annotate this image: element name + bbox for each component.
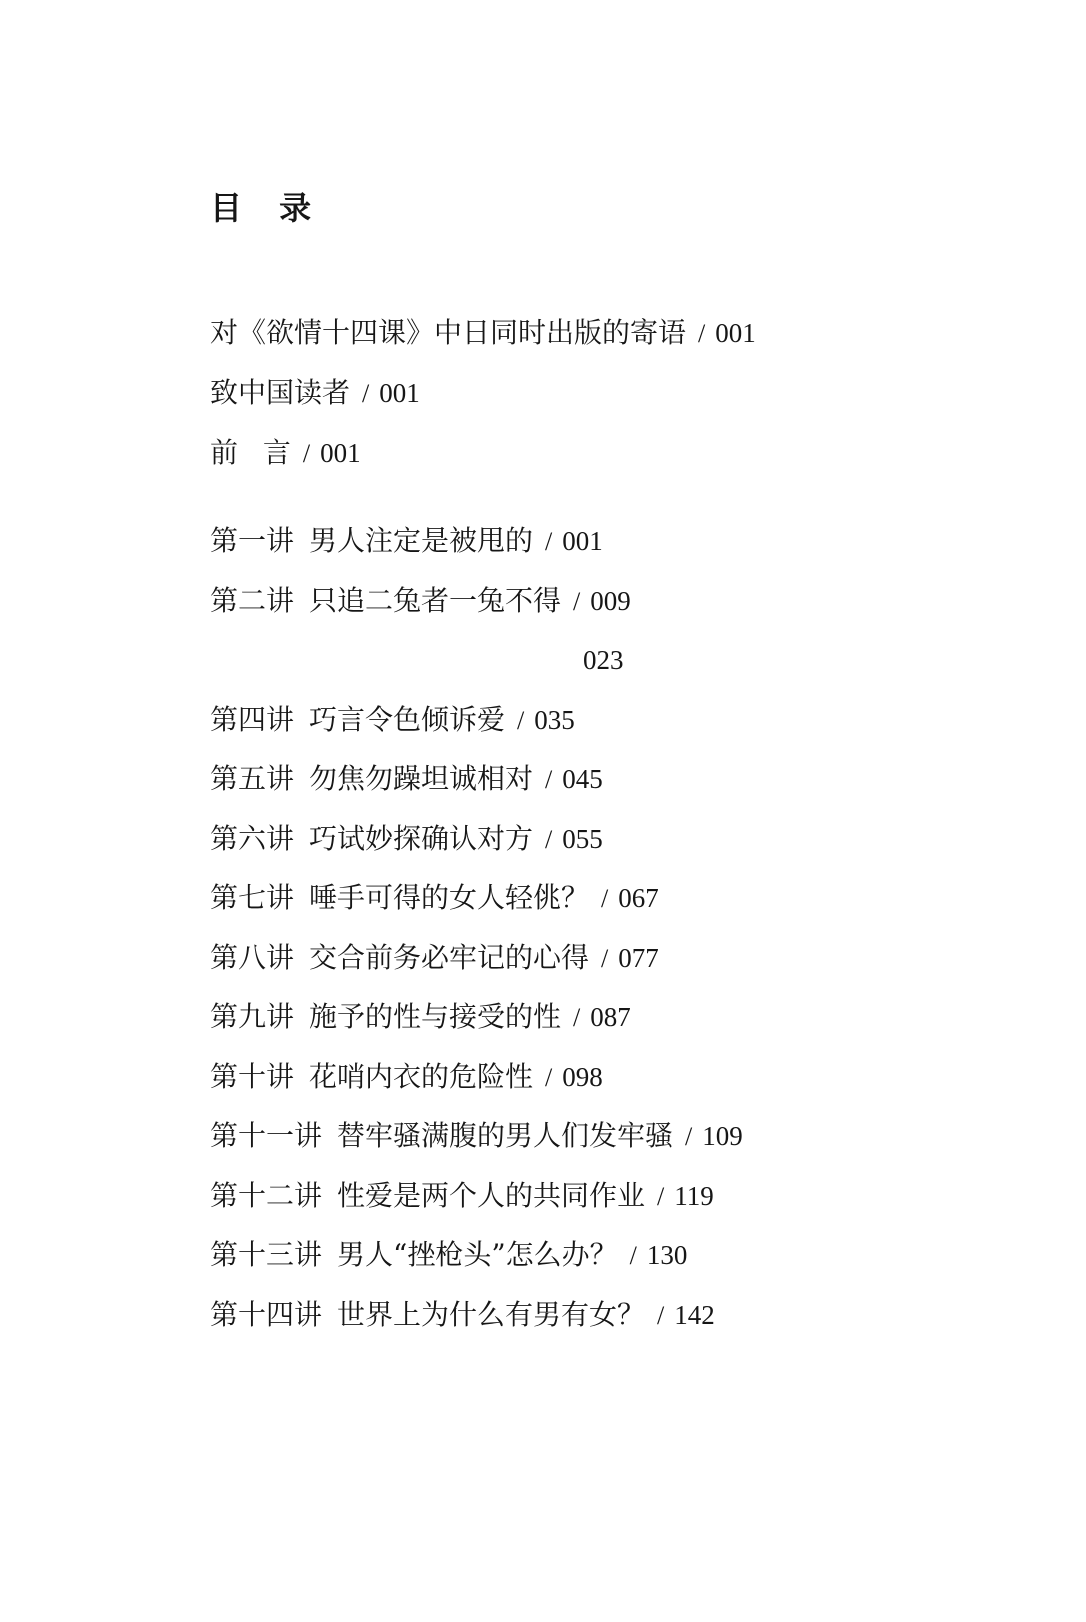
toc-entry-chapter-6 [210, 809, 743, 869]
toc-entry-chapter-8 [210, 928, 743, 988]
page-number: 009 [590, 585, 631, 616]
page-number: 045 [562, 764, 603, 794]
chapter-number: 第八讲 [210, 940, 295, 974]
chapter-number: 第六讲 [210, 821, 295, 855]
toc-entry-chapter-14 [210, 1285, 743, 1345]
chapter-number: 第一讲 [210, 524, 295, 557]
page-separator: / [657, 1181, 665, 1211]
page-number: 087 [590, 1002, 631, 1032]
toc-entry-to-chinese-readers [210, 363, 756, 423]
page-number: 001 [320, 438, 361, 468]
toc-entry-chapter-9 [210, 987, 743, 1047]
page-number: 130 [646, 1240, 688, 1270]
page-number: 067 [618, 883, 659, 913]
page-separator: / [629, 1241, 637, 1270]
page-separator: / [302, 439, 311, 468]
page-number: 098 [562, 1061, 603, 1092]
toc-entry-preface [210, 423, 756, 483]
page-separator: / [545, 1062, 553, 1092]
page-number: 001 [379, 378, 420, 408]
chapter-number: 第十一讲 [210, 1119, 323, 1152]
page-number: 109 [702, 1121, 743, 1151]
chapter-title: 花哨内衣的危险性 [309, 1059, 534, 1093]
page-separator: / [517, 705, 525, 735]
toc-entry-chapter-1 [210, 511, 743, 571]
chapter-number: 第十讲 [210, 1059, 295, 1093]
page-number: 001 [562, 526, 603, 556]
chapter-title: 只追二兔者一兔不得 [309, 583, 562, 617]
page-separator: / [573, 586, 581, 616]
chapter-number: 第十四讲 [210, 1297, 323, 1331]
chapter-title: 巧言令色倾诉爱 [309, 702, 506, 736]
toc-entry-chapter-12 [210, 1166, 743, 1226]
page-number: 035 [534, 704, 575, 735]
chapter-number: 第十二讲 [210, 1178, 323, 1212]
toc-entry-chapter-2 [210, 571, 743, 631]
chapter-title: 唾手可得的女人轻佻？ [309, 881, 590, 914]
entry-title: 对《欲情十四课》中日同时出版的寄语 [210, 316, 687, 349]
toc-entry-chapter-10 [210, 1047, 743, 1107]
page-number: 001 [715, 318, 756, 348]
page-number: 119 [674, 1180, 714, 1211]
toc-entry-chapter-13 [210, 1225, 743, 1285]
page-separator: / [545, 824, 553, 854]
page-number: 077 [618, 942, 659, 973]
toc-entry-chapter-3 [210, 630, 743, 690]
page-title: 目 录 [210, 189, 312, 227]
page-separator: / [685, 1122, 693, 1151]
chapter-title: 施予的性与接受的性 [309, 1000, 562, 1033]
page-separator: / [698, 319, 706, 348]
toc-entry-chapter-4 [210, 690, 743, 750]
page-separator: / [601, 884, 609, 913]
page-separator: / [362, 379, 370, 408]
page-separator: / [601, 943, 609, 973]
chapter-number: 第十三讲 [210, 1238, 323, 1271]
chapter-title: 世界上为什么有男有女？ [337, 1297, 646, 1331]
chapter-title: 巧试妙探确认对方 [309, 821, 534, 855]
page-number: 142 [674, 1299, 715, 1330]
chapter-title: 替牢骚满腹的男人们发牢骚 [337, 1119, 674, 1152]
entry-title: 前 言 [210, 436, 291, 469]
front-matter-list [210, 303, 756, 483]
page-separator: / [545, 765, 553, 794]
page-separator: / [545, 527, 553, 556]
toc-entry-foreword [210, 303, 756, 363]
chapter-number: 第九讲 [210, 1000, 295, 1033]
chapter-number: 第二讲 [210, 583, 295, 617]
chapter-number: 第四讲 [210, 702, 295, 736]
toc-entry-chapter-7 [210, 868, 743, 928]
chapter-number: 第五讲 [210, 762, 295, 795]
page-separator: / [657, 1300, 665, 1330]
chapter-title: 男人“挫枪头”怎么办？ [337, 1238, 618, 1271]
chapter-list [210, 511, 743, 1344]
chapter-title: 交合前务必牢记的心得 [309, 940, 590, 974]
toc-entry-chapter-11 [210, 1106, 743, 1166]
chapter-title: 性爱是两个人的共同作业 [337, 1178, 646, 1212]
page-number: 055 [562, 823, 603, 854]
page-separator: / [573, 1003, 581, 1032]
chapter-title: 勿焦勿躁坦诚相对 [309, 762, 534, 795]
chapter-title: 男人注定是被甩的 [309, 524, 534, 557]
toc-entry-chapter-5 [210, 749, 743, 809]
page-number: 023 [583, 645, 624, 675]
chapter-number: 第七讲 [210, 881, 295, 914]
entry-title: 致中国读者 [210, 376, 351, 409]
